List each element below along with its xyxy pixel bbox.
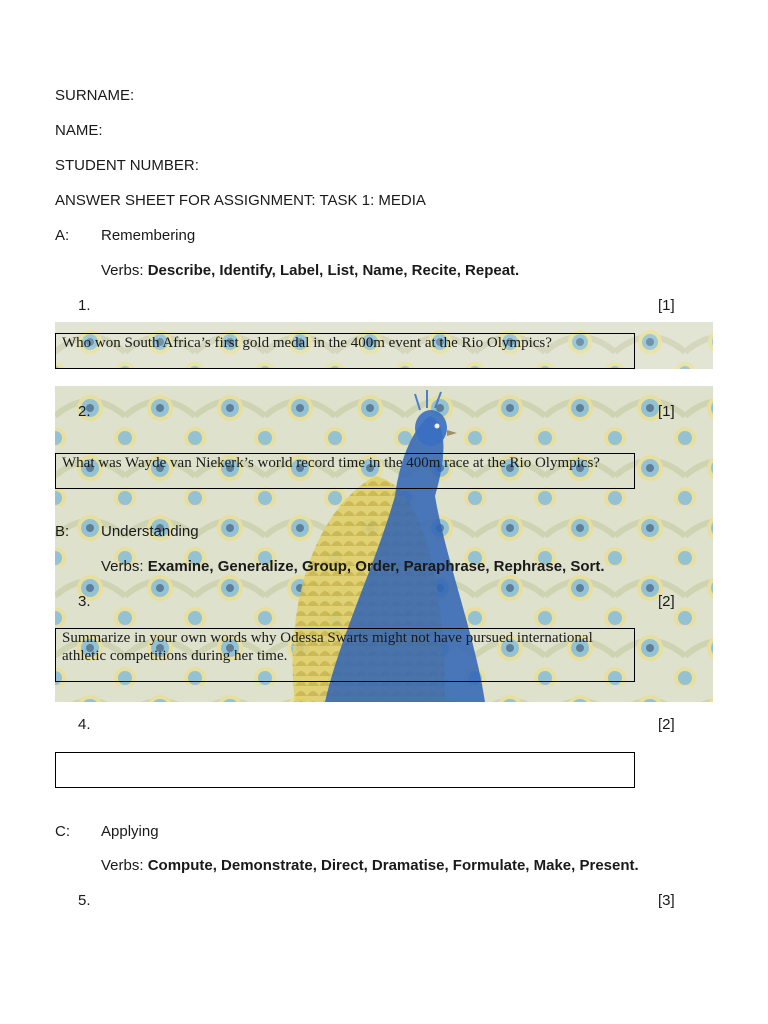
verbs-list: Compute, Demonstrate, Direct, Dramatise, Formulate, Make, Present. bbox=[147, 857, 639, 874]
section-c-verbs bbox=[101, 857, 639, 874]
question-3-marks: [2] bbox=[658, 593, 675, 610]
question-1-box bbox=[55, 333, 635, 369]
question-1-text: Who won South Africa’s first gold medal in the 400m event at the Rio Olympics? bbox=[62, 335, 552, 351]
student-number-label: STUDENT NUMBER: bbox=[55, 157, 199, 174]
section-b-heading: Understanding bbox=[101, 523, 199, 540]
question-4-answer-box[interactable] bbox=[55, 752, 635, 788]
question-1-number: 1. bbox=[78, 297, 91, 314]
section-b-verbs bbox=[101, 558, 605, 575]
surname-label: SURNAME: bbox=[55, 87, 135, 104]
question-2-number: 2. bbox=[78, 403, 91, 420]
page-title: ANSWER SHEET FOR ASSIGNMENT: TASK 1: MEDIA bbox=[55, 192, 426, 209]
question-4-marks: [2] bbox=[658, 716, 675, 733]
question-2-text: What was Wayde van Niekerk’s world record time in the 400m race at the Rio Olympics? bbox=[62, 455, 600, 471]
verbs-label: Verbs: bbox=[101, 857, 148, 874]
question-4-number: 4. bbox=[78, 716, 91, 733]
section-b-letter: B: bbox=[55, 523, 70, 540]
question-2-box bbox=[55, 453, 635, 489]
question-3-text: Summarize in your own words why Odessa Swarts might not have pursued international athletic competitions during her time. bbox=[62, 630, 593, 664]
section-a-heading: Remembering bbox=[101, 227, 196, 244]
question-5-number: 5. bbox=[78, 892, 91, 909]
verbs-list: Examine, Generalize, Group, Order, Paraphrase, Rephrase, Sort. bbox=[147, 558, 605, 575]
question-2-marks: [1] bbox=[658, 403, 675, 420]
question-3-number: 3. bbox=[78, 593, 91, 610]
question-3-box bbox=[55, 628, 635, 682]
verbs-label: Verbs: bbox=[101, 558, 148, 575]
question-1-marks: [1] bbox=[658, 297, 675, 314]
verbs-list: Describe, Identify, Label, List, Name, Recite, Repeat. bbox=[147, 262, 520, 279]
verbs-label: Verbs: bbox=[101, 262, 148, 279]
name-label: NAME: bbox=[55, 122, 103, 139]
section-c-heading: Applying bbox=[101, 823, 159, 840]
section-a-verbs bbox=[101, 262, 519, 279]
section-a-letter: A: bbox=[55, 227, 70, 244]
section-c-letter: C: bbox=[55, 823, 70, 840]
question-5-marks: [3] bbox=[658, 892, 675, 909]
